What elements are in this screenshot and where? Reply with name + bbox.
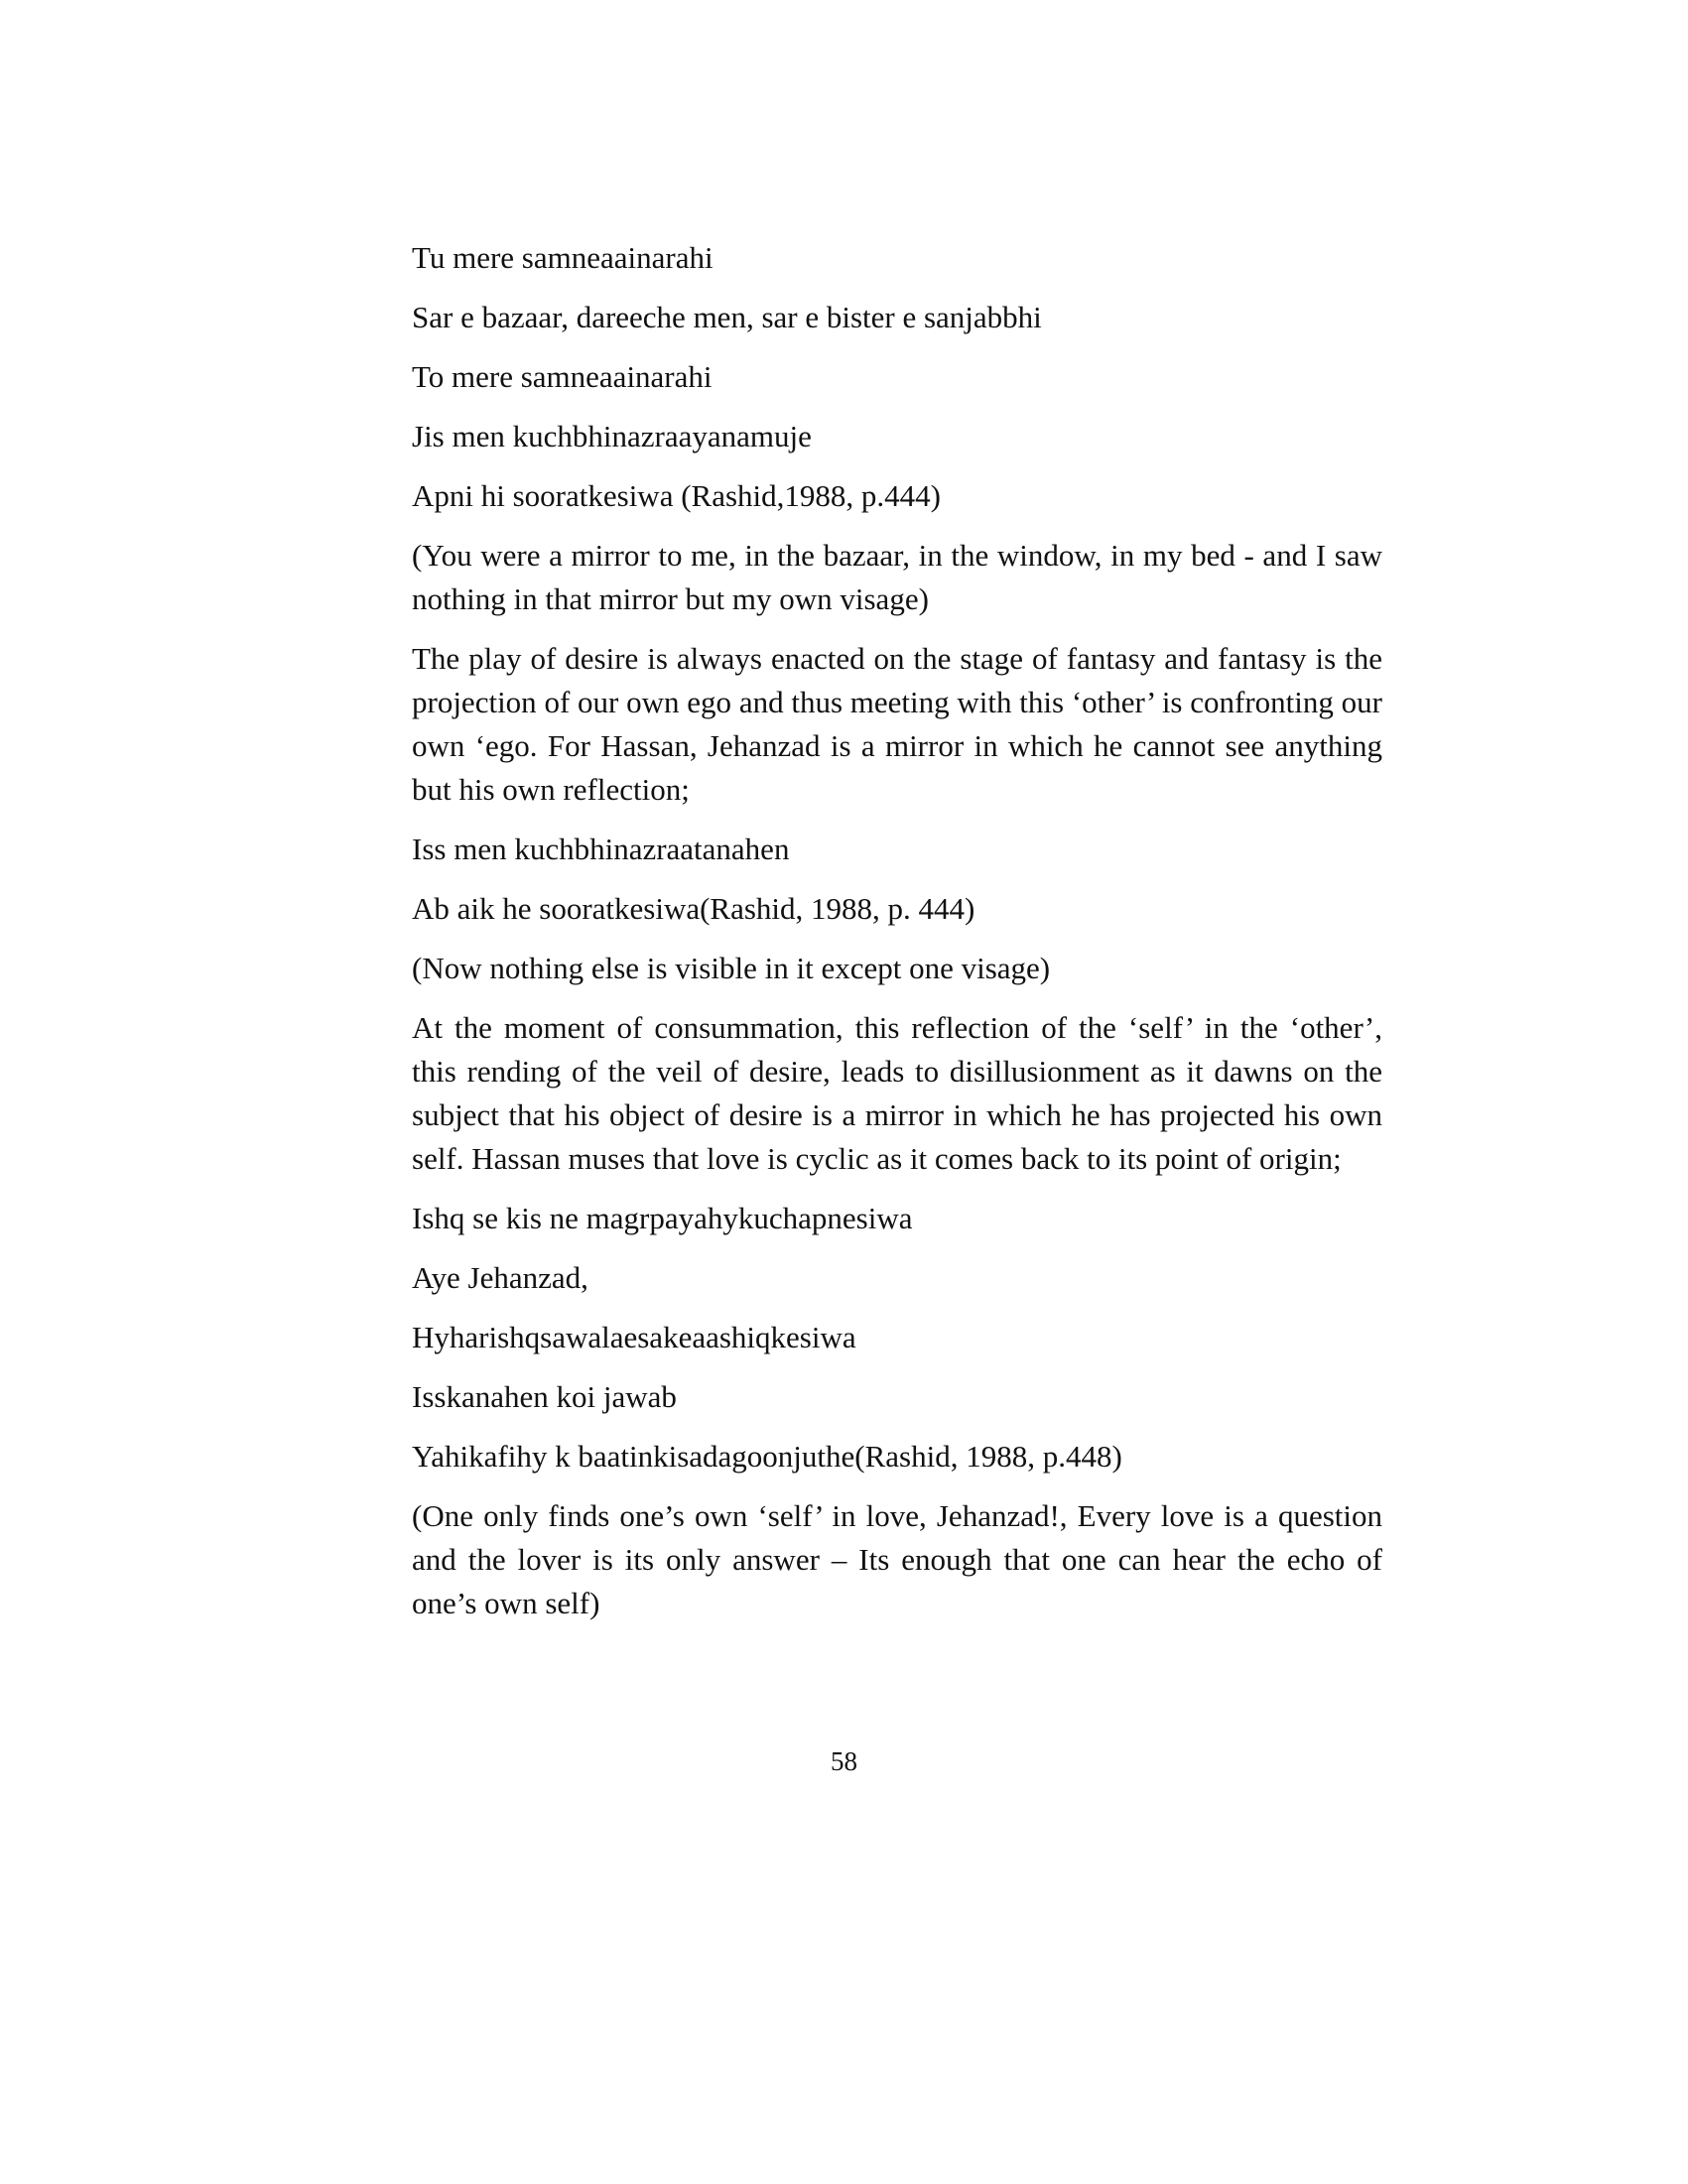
verse-line: Aye Jehanzad, (412, 1260, 588, 1295)
verse-line: Sar e bazaar, dareeche men, sar e bister e sanjabbhi (412, 300, 1042, 334)
body-paragraph: At the moment of consummation, this reflection of the ‘self’ in the ‘other’, this rending of the veil of desire, leads to disillusionment as it dawns on the subject that his object of desire is a mirror in which he has projected his own self. Hassan muses that love is cyclic as it comes back to its point of origin; (412, 1010, 1382, 1176)
verse-line: Ishq se kis ne magrpayahykuchapnesiwa (412, 1201, 913, 1235)
translation-line: (Now nothing else is visible in it except one visage) (412, 951, 1051, 985)
page-body (412, 236, 1382, 1641)
verse-line: To mere samneaainarahi (412, 359, 713, 394)
translation-paragraph: (You were a mirror to me, in the bazaar, in the window, in my bed - and I saw nothing in that mirror but my own visage) (412, 538, 1382, 616)
page-number: 58 (831, 1746, 857, 1776)
verse-line: Yahikafihy k baatinkisadagoonjuthe(Rashid, 1988, p.448) (412, 1439, 1122, 1474)
verse-line: Isskanahen koi jawab (412, 1379, 677, 1414)
verse-line: Apni hi sooratkesiwa (Rashid,1988, p.444) (412, 478, 941, 513)
verse-line: Iss men kuchbhinazraatanahen (412, 832, 790, 866)
verse-line: Hyharishqsawalaesakeaashiqkesiwa (412, 1320, 856, 1354)
verse-line: Jis men kuchbhinazraayanamuje (412, 419, 812, 453)
verse-line: Ab aik he sooratkesiwa(Rashid, 1988, p. 444) (412, 891, 975, 926)
translation-paragraph: (One only finds one’s own ‘self’ in love, Jehanzad!, Every love is a question and the lover is its only answer – Its enough that one can hear the echo of one’s own self) (412, 1498, 1382, 1620)
verse-line: Tu mere samneaainarahi (412, 240, 714, 275)
body-paragraph: The play of desire is always enacted on the stage of fantasy and fantasy is the projection of our own ego and thus meeting with this ‘other’ is confronting our own ‘ego. For Hassan, Jehanzad is a mirror in which he cannot see anything but his own reflection; (412, 641, 1382, 807)
